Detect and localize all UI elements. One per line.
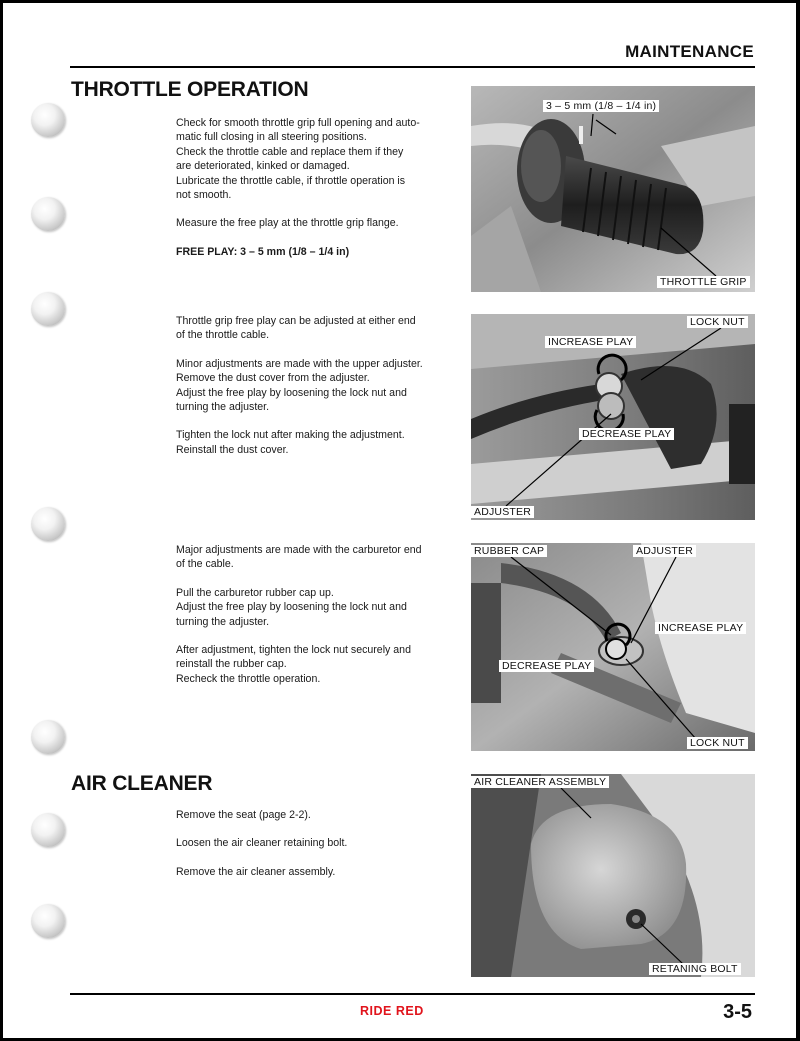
text-line: of the throttle cable.	[176, 329, 270, 342]
footer-rule	[70, 993, 755, 995]
figure-throttle-grip	[471, 86, 755, 292]
text-line: Remove the air cleaner assembly.	[176, 865, 336, 878]
label-decrease-play: DECREASE PLAY	[499, 660, 594, 672]
text-line: Adjust the free play by loosening the lock nut and	[176, 601, 407, 614]
label-air-cleaner-assembly: AIR CLEANER ASSEMBLY	[471, 776, 609, 788]
text-line: After adjustment, tighten the lock nut securely and	[176, 644, 411, 657]
section-title-air-cleaner: AIR CLEANER	[71, 772, 213, 795]
text-line: Minor adjustments are made with the upper adjuster.	[176, 357, 423, 370]
text-line: Pull the carburetor rubber cap up.	[176, 586, 334, 599]
label-rubber-cap: RUBBER CAP	[471, 545, 547, 557]
minor-adjust-text	[176, 314, 462, 457]
text-line: Check the throttle cable and replace them if they	[176, 145, 404, 158]
text-line: Adjust the free play by loosening the lock nut and	[176, 386, 407, 399]
binder-hole	[31, 720, 65, 754]
binder-hole	[31, 813, 65, 847]
binder-hole	[31, 507, 65, 541]
text-line: Lubricate the throttle cable, if throttle operation is	[176, 174, 406, 187]
text-line: Remove the seat (page 2-2).	[176, 809, 311, 821]
text-line: Recheck the throttle operation.	[176, 672, 321, 685]
chapter-header: MAINTENANCE	[625, 42, 754, 61]
text-line: Tighten the lock nut after making the adjustment.	[176, 429, 405, 442]
text-line: Throttle grip free play can be adjusted at either end	[176, 315, 416, 327]
text-line: turning the adjuster.	[176, 615, 270, 628]
text-line: Remove the dust cover from the adjuster.	[176, 372, 370, 385]
binder-hole	[31, 103, 65, 137]
free-play-spec: FREE PLAY: 3 – 5 mm (1/8 – 1/4 in)	[176, 245, 350, 258]
text-line: Reinstall the dust cover.	[176, 443, 289, 456]
label-increase-play: INCREASE PLAY	[545, 336, 636, 348]
label-lock-nut: LOCK NUT	[687, 316, 748, 328]
label-adjuster: ADJUSTER	[633, 545, 696, 557]
figure-upper-adjuster	[471, 314, 755, 520]
label-decrease-play: DECREASE PLAY	[579, 428, 674, 440]
throttle-check-text	[176, 116, 462, 259]
text-line: Measure the free play at the throttle grip flange.	[176, 217, 399, 230]
text-line: of the cable.	[176, 558, 234, 571]
text-line: are deteriorated, kinked or damaged.	[176, 160, 350, 173]
figure-carburetor-adjuster	[471, 543, 755, 751]
label-adjuster: ADJUSTER	[471, 506, 534, 518]
header-rule	[70, 66, 755, 68]
figure-air-cleaner	[471, 774, 755, 977]
page-number: 3-5	[723, 1001, 752, 1023]
label-retaining-bolt: RETANING BOLT	[649, 963, 741, 975]
section-title-throttle: THROTTLE OPERATION	[71, 78, 309, 101]
text-line: not smooth.	[176, 189, 232, 202]
label-increase-play: INCREASE PLAY	[655, 622, 746, 634]
text-line: Check for smooth throttle grip full opening and auto-	[176, 117, 420, 129]
label-throttle-grip: THROTTLE GRIP	[657, 276, 750, 288]
text-line: Major adjustments are made with the carburetor end	[176, 544, 422, 556]
major-adjust-text	[176, 543, 462, 686]
text-line: Loosen the air cleaner retaining bolt.	[176, 837, 348, 850]
binder-hole	[31, 197, 65, 231]
brand-logo: RIDE RED	[360, 1004, 424, 1018]
text-line: matic full closing in all steering positions.	[176, 131, 367, 144]
text-line: turning the adjuster.	[176, 401, 270, 414]
text-line: reinstall the rubber cap.	[176, 658, 287, 671]
label-lock-nut: LOCK NUT	[687, 737, 748, 749]
binder-hole	[31, 292, 65, 326]
binder-hole	[31, 904, 65, 938]
label-free-play-measure: 3 – 5 mm (1/8 – 1/4 in)	[543, 100, 659, 112]
air-cleaner-steps	[176, 808, 462, 879]
